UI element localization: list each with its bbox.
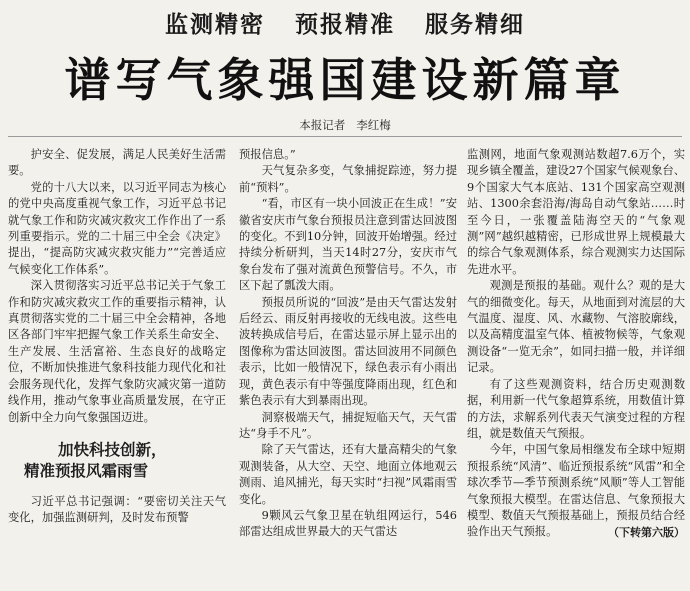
article-column-2 — [239, 147, 457, 541]
paragraph: 9颗风云气象卫星在轨组网运行，546部雷达组成世界最大的天气雷达 — [239, 508, 457, 539]
paragraph: 洞察极端天气，捕捉短临天气，天气雷达“身手不凡”。 — [239, 410, 457, 440]
paragraph: 预报员所说的“回波”是由天气雷达发射后经云、雨反射再接收的无线电波。这些电波转换成信号后，在雷达显示屏上显示出的图像称为雷达回波图。雷达回波用不同颜色表示，比如一般情况下，绿色表示有小雨出现，黄色表示有中等强度降雨出现，红色和紫色表示有大到暴雨出现。 — [239, 295, 457, 408]
paragraph: 护安全、促发展，满足人民美好生活需要。 — [8, 148, 226, 178]
paragraph: 深入贯彻落实习近平总书记关于气象工作和防灾减灾救灾工作的重要指示精神，认真贯彻落实党的二十届三中全会精神，各地区各部门牢牢把握气象工作关系生命安全、生产发展、生活富裕、生态良好的战略定位，不断加快推进气象科技能力现代化和社会服务现代化，发挥气象防灾减灾第一道防线作用，推动气象事业高质量发展，在守正创新中全力向气象强国迈进。 — [8, 279, 226, 424]
paragraph: 天气复杂多变，气象捕捉踪迹，努力提前“预料”。 — [239, 164, 457, 194]
section-heading-line: 精准预报风霜雨雪 — [24, 461, 149, 480]
paragraph: 监测网，地面气象观测站数超7.6万个，实现乡镇全覆盖，建设27个国家气候观象台、9个国家大气本底站、131个国家高空观测站、1300余套沿海/海岛自动气象站……时至今日，一张覆盖陆海空天的“气象观测”网”越织越精密，已形成世界上规模最大的综合气象观测体系，综合观测实力达国际先进水平。 — [467, 148, 685, 276]
paragraph: “看，市区有一块小回波正在生成！”安徽省安庆市气象台预报员注意到雷达回波图的变化。不到10分钟，回波开始增强。经过持续分析研判，当天14时27分，安庆市气象台发布了强对流黄色预警信号。不久，市区下起了瓢泼大雨。 — [239, 197, 457, 293]
paragraph: 习近平总书记强调：“要密切关注天气变化，加强监测研判，及时发布预警 — [8, 494, 226, 525]
paragraph: 除了天气雷达，还有大量高精尖的气象观测装备，从大空、天空、地面立体地观云测雨、追风捕光，每天实时“扫视”风霜雨雪变化。 — [239, 443, 457, 506]
paragraph: 预报信息。” — [239, 148, 296, 161]
byline: 本报记者 李红梅 — [299, 118, 391, 132]
continued-on-page-note: （下转第六版） — [608, 525, 685, 539]
section-heading-line: 加快科技创新， — [58, 440, 167, 459]
article-column-1 — [8, 147, 226, 527]
section-heading — [8, 440, 226, 482]
paragraph: 有了这些观测资料，结合历史观测数据，利用新一代气象超算系统，用数值计算的方法，求解系列代表天气演变过程的方程组，就是数值天气预报。 — [467, 377, 685, 440]
paragraph: 观测是预报的基础。观什么？观的是大气的细微变化。每天，从地面到对流层的大气温度、湿度、风、水藏物、气溶胶廓线，以及高精度温室气体、植被物候等，气象观测设备“一览无余”，如同扫描一般，并详细记录。 — [467, 279, 685, 375]
headline: 谱写气象强国建设新篇章 — [64, 53, 626, 107]
article-column-3 — [467, 147, 685, 541]
divider — [8, 136, 682, 137]
paragraph: 今年，中国气象局相继发布全球中短期预报系统“风清”、临近预报系统“风雷”和全球次季节—季节预测系统“风顺”等人工智能气象预报大模型。在雷达信息、气象预报大模型、数值天气预报基础上，预报员结合经验作出天气预报。 — [467, 443, 685, 539]
paragraph: 党的十八大以来，以习近平同志为核心的党中央高度重视气象工作，习近平总书记就气象工作和防灾减灾救灾工作作出了一系列重要指示。党的二十届三中全会《决定》提出，“提高防灾减灾救灾能力”“完善适应气候变化工作体系”。 — [8, 180, 226, 276]
subheadline: 监测精密 预报精准 服务精细 — [164, 12, 526, 38]
